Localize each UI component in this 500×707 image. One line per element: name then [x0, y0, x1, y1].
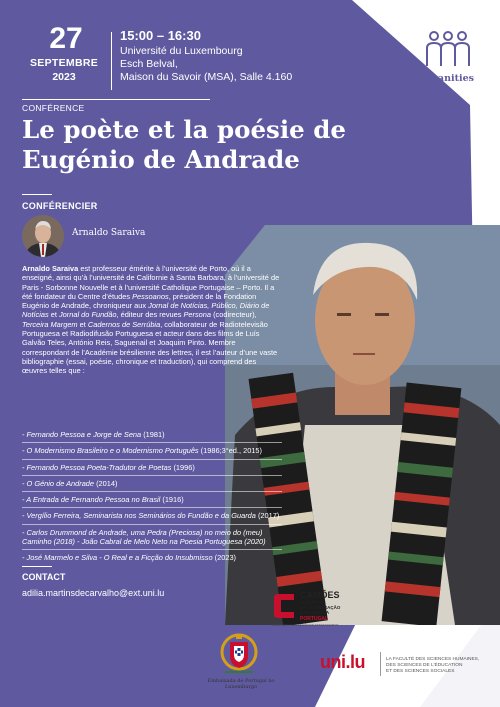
- venue-line: Esch Belval,: [120, 58, 178, 70]
- camoes-line: E DA LÍNGUA: [300, 610, 330, 615]
- coat-of-arms-icon: [219, 632, 259, 676]
- conference-label: CONFÉRENCE: [22, 103, 85, 113]
- work-year: (2014): [94, 478, 118, 488]
- divider: [22, 194, 52, 195]
- list-item: [22, 528, 282, 551]
- list-item: [22, 495, 282, 508]
- work-title: - Carlos Drummond de Andrade, uma Pedra (Preciosa) no meio do (meu) Caminho: [22, 527, 263, 547]
- bio-italic: Pessoanos: [132, 291, 169, 301]
- bio-italic: Jornal de Notícias, Público, Diário de Notícias: [22, 301, 270, 320]
- work-title: - Fernando Pessoa Poeta-Tradutor de Poetas: [22, 462, 172, 472]
- event-venue: [120, 45, 292, 84]
- camoes-name: CAMÕES: [300, 590, 340, 600]
- event-time: 15:00 – 16:30: [120, 28, 201, 43]
- date-year: 2023: [52, 71, 76, 83]
- speaker-avatar: [22, 215, 64, 257]
- unilu-divider: [380, 652, 381, 676]
- humanities-label: Humanities: [412, 73, 474, 84]
- list-item: [22, 553, 282, 565]
- speaker-label: CONFÉRENCIER: [22, 201, 98, 211]
- embassy-label: Embaixada de Portugal no Luxemburgo: [207, 678, 275, 690]
- venue-line: Maison du Savoir (MSA), Salle 4.160: [120, 71, 293, 83]
- camoes-ministry: MINISTÉRIO DOS NEGÓCIOS ESTRANGEIROS: [272, 623, 339, 627]
- bio-text: , éditeur des revues: [116, 310, 184, 320]
- date-day: 27: [49, 22, 83, 55]
- works-list: [22, 430, 282, 569]
- bio-name: Arnaldo Saraiva: [22, 264, 79, 273]
- date-divider: [111, 32, 112, 90]
- speaker-name: Arnaldo Saraiva: [72, 228, 146, 238]
- unilu-faculty: [386, 657, 496, 676]
- work-title: - A Entrada de Fernando Pessoa no Brasil: [22, 495, 161, 505]
- work-title: - O Génio de Andrade: [22, 478, 95, 488]
- page-title: [22, 115, 402, 175]
- bio-text: et: [77, 319, 88, 329]
- date-month: SEPTEMBRE: [29, 57, 99, 69]
- humanities-people-icon: [424, 30, 472, 68]
- list-item: [22, 430, 282, 443]
- work-year: (1981): [141, 430, 165, 439]
- work-title: - Fernando Pessoa e Jorge de Sena: [22, 430, 142, 439]
- camoes-line: INSTITUTO: [300, 600, 324, 605]
- list-item: [22, 446, 282, 459]
- contact-email-link[interactable]: adilia.martinsdecarvalho@ext.uni.lu: [22, 588, 165, 598]
- work-title: - José Marmelo e Silva - O Real e a Ficção do Insubmisso: [22, 553, 213, 563]
- bio-italic: Terceira Margem: [22, 319, 78, 329]
- venue-line: Université du Luxembourg: [120, 45, 243, 57]
- camoes-logo: [272, 590, 362, 627]
- camoes-country: PORTUGAL: [300, 616, 329, 622]
- work-year: (1996): [171, 462, 195, 472]
- work-year: (1916): [160, 495, 184, 505]
- bio-italic: Jornal do Fundão: [58, 310, 117, 320]
- camoes-line: DA COOPERAÇÃO: [300, 605, 341, 610]
- faculty-line: DES SCIENCES DE L’ÉDUCATION: [386, 663, 463, 669]
- bio-text: et: [48, 310, 59, 320]
- list-item: [22, 463, 282, 476]
- work-title: - O Modernismo Brasileiro e o Modernismo Português: [22, 446, 199, 456]
- divider: [22, 566, 52, 567]
- work-year: (1986;3°ed., 2015): [198, 446, 262, 456]
- faculty-line: ET DES SCIENCES SOCIALES: [386, 669, 455, 675]
- title-line: Le poète et la poésie de: [22, 115, 346, 144]
- work-year: (2023): [212, 553, 237, 563]
- unilu-logo: uni.lu: [320, 652, 365, 672]
- list-item: [22, 511, 282, 524]
- speaker-bio: [22, 264, 280, 376]
- work-title: - Vergílio Ferreira, Seminarista nos Seminários do Fundão e da Guarda: [22, 511, 256, 521]
- contact-label: CONTACT: [22, 572, 66, 582]
- bio-text: , collaborateur de Radiotelevisão Portuguesa et Radiodifusão Portuguesa et acteur dans des films de Luís Galvão Teles, António Reis, Saguenail et Joaquim Pinto. Membre correspondant de l’Académie brésilienne des lettres, il est l’auteur d’une vaste bibliographie (essai, poésie, chronique et traduction), qui comprend des œuvres telles que :: [22, 319, 278, 376]
- bio-italic: Cadernos de Serrúbia: [87, 319, 161, 329]
- bio-italic: Persona: [183, 310, 212, 320]
- title-line: Eugénio de Andrade: [22, 145, 300, 174]
- bio-text: (codirecteur),: [211, 310, 257, 320]
- bio-text: , président de la Fondation Eugénio de Andrade, chroniqueur aux: [22, 291, 257, 311]
- faculty-line: LA FACULTÉ DES SCIENCES HUMAINES,: [386, 657, 480, 662]
- work-year: (2018) - João Cabral de Melo Neto na Poesia Portuguesa (2020): [51, 537, 266, 547]
- divider: [22, 99, 210, 100]
- camoes-c-icon: [272, 592, 296, 620]
- list-item: [22, 479, 282, 492]
- work-year: (2017): [255, 511, 280, 521]
- bio-text: est professeur émérite à l’université de Porto, où il a enseigné, ainsi qu’à l’université de Californie à Santa Barbara, à l’université de Paris - Sorbonne Nouvelle et à l’université Catholique Portugaise – Porto. Il a été fondateur du Centre d’études: [22, 264, 280, 301]
